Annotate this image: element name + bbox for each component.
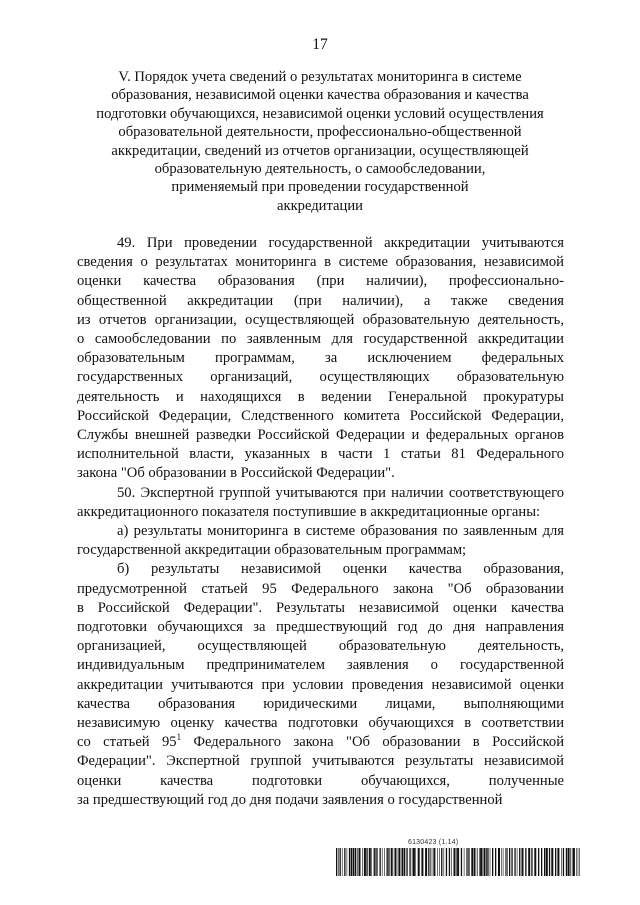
barcode-bar — [531, 848, 532, 876]
text-line: за предшествующий год до дня подачи заявления о государственной — [77, 791, 503, 808]
document-stamp-code: 6130423 (1.14) — [408, 839, 459, 846]
barcode-bar — [514, 848, 515, 876]
heading-line: аккредитации, сведений из отчетов организации, осуществляющей — [111, 142, 529, 159]
barcode-bar — [522, 848, 524, 876]
text-line: Российской Федерации, Следственного комитета Российской Федерации, — [77, 407, 564, 424]
barcode-bar — [359, 848, 361, 876]
barcode-bar — [555, 848, 556, 876]
barcode-bar — [397, 848, 398, 876]
barcode-bar — [444, 848, 445, 876]
barcode-bar — [402, 848, 404, 876]
text-line: сведения о результатах мониторинга в системе образования, независимой — [77, 254, 564, 271]
heading-line: V. Порядок учета сведений о результатах мониторинга в системе — [118, 69, 522, 85]
barcode-bar — [439, 848, 440, 876]
barcode-bar — [366, 848, 367, 876]
text-line: аккредитации учитываются при условии проведения независимой оценки — [77, 676, 564, 693]
text-line: оценки качества подготовки обучающихся, полученные — [77, 772, 564, 789]
text-line: из отчетов организации, осуществляющей образовательную деятельность, — [77, 311, 564, 328]
barcode-bar — [371, 848, 372, 876]
barcode-bar — [409, 848, 410, 876]
barcode-bar — [477, 848, 478, 876]
barcode-bar — [362, 848, 363, 876]
paragraph — [77, 522, 564, 560]
barcode-bar — [425, 848, 427, 876]
text-line: о самообследовании по заявленным для государственной аккредитации — [77, 331, 564, 348]
barcode-bar — [384, 848, 385, 876]
text-line: деятельность и находящихся в ведении Генеральной прокуратуры — [77, 388, 564, 405]
barcode-bar — [342, 848, 343, 876]
barcode-bar — [483, 848, 484, 876]
text-line: подготовки обучающихся за предшествующий год до дня направления — [77, 619, 564, 636]
text-line: общественной аккредитации (при наличии), а также сведения — [77, 292, 564, 309]
text-line: 50. Экспертной группой учитываются при наличии соответствующего — [117, 484, 564, 501]
barcode-bar — [551, 848, 553, 876]
barcode-bar — [432, 848, 433, 876]
barcode-bar — [549, 848, 550, 876]
barcode-bar — [398, 848, 400, 876]
barcode-bar — [338, 848, 339, 876]
paragraph — [77, 484, 564, 522]
barcode-bar — [406, 848, 407, 876]
barcode-bar — [511, 848, 512, 876]
barcode-bar — [505, 848, 506, 876]
barcode-bar — [375, 848, 376, 876]
barcode-bar — [464, 848, 465, 876]
barcode-bar — [487, 848, 488, 876]
barcode-bar — [461, 848, 462, 876]
barcode-bar — [347, 848, 348, 876]
barcode-bar — [484, 848, 485, 876]
barcode-bar — [437, 848, 438, 876]
barcode-bar — [394, 848, 395, 876]
barcode-bar — [369, 848, 371, 876]
barcode-bar — [357, 848, 358, 876]
barcode-bar — [349, 848, 350, 876]
barcode-bar — [364, 848, 366, 876]
barcode-bar — [468, 848, 469, 876]
text-line: 49. При проведении государственной аккредитации учитываются — [117, 235, 564, 251]
barcode-bar — [344, 848, 345, 876]
barcode-bar — [456, 848, 457, 876]
text-line: в Российской Федерации". Результаты независимой оценки качества — [77, 599, 564, 616]
text-line: закона "Об образовании в Российской Федерации". — [77, 465, 395, 482]
section-heading — [70, 68, 570, 215]
barcode-bar — [441, 848, 442, 876]
barcode-bar — [395, 848, 396, 876]
barcode-bar — [544, 848, 545, 876]
barcode-bar — [433, 848, 435, 876]
paragraph — [77, 234, 564, 484]
barcode-bar — [578, 848, 579, 876]
text-line: организацией, осуществляющей образовательную деятельность, — [77, 638, 564, 655]
text-line: Федерации". Экспертной группой учитываются результаты независимой — [77, 753, 564, 770]
heading-line: подготовки обучающихся, независимой оценки условий осуществления — [96, 105, 544, 122]
barcode-bar — [446, 848, 447, 876]
barcode-bar — [546, 848, 548, 876]
barcode-bar — [534, 848, 536, 876]
text-line: а) результаты мониторинга в системе образования по заявленным для — [117, 523, 564, 540]
barcode-bar — [507, 848, 508, 876]
barcode-bar — [479, 848, 480, 876]
barcode-bar — [421, 848, 423, 876]
barcode-bar — [572, 848, 573, 876]
barcode-bar — [451, 848, 452, 876]
text-line: б) результаты независимой оценки качества образования, — [117, 561, 564, 578]
barcode-bar — [471, 848, 473, 876]
text-line: независимую оценку качества подготовки обучающихся в соответствии — [77, 715, 564, 732]
barcode-bar — [573, 848, 575, 876]
barcode-bar — [404, 848, 405, 876]
barcode-bar — [486, 848, 487, 876]
text-line: со статьей $95^1$ Федерального закона "Об образовании в Российской — [77, 733, 564, 751]
barcode-bar — [498, 848, 500, 876]
page-number: 17 — [312, 36, 328, 53]
barcode-bar — [391, 848, 393, 876]
barcode-bar — [430, 848, 431, 876]
barcode-bar — [506, 848, 507, 876]
barcode-bar — [492, 848, 493, 876]
barcode-bar — [387, 848, 388, 876]
barcode-bar — [563, 848, 564, 876]
barcode-bar — [377, 848, 378, 876]
text-line: государственной аккредитации образовательным программам; — [77, 542, 467, 559]
barcode-bar — [467, 848, 468, 876]
barcode-bar — [538, 848, 539, 876]
barcode-bar — [415, 848, 416, 876]
text-line: государственных организаций, осуществляющих образовательную — [77, 369, 564, 386]
barcode-bar — [336, 848, 337, 876]
text-line: аккредитационного показателя поступившие в аккредитационные органы: — [77, 503, 541, 520]
barcode-bar — [382, 848, 383, 876]
barcode-bar — [561, 848, 562, 876]
barcode-bar — [557, 848, 559, 876]
barcode-bar — [449, 848, 450, 876]
text-line: образовательным программам, за исключением федеральных — [77, 350, 564, 367]
barcode-bar — [490, 848, 491, 876]
barcode-bar — [568, 848, 570, 876]
barcode-bar — [525, 848, 526, 876]
barcode-bar — [388, 848, 389, 876]
barcode-bar — [476, 848, 477, 876]
barcode-bar — [519, 848, 520, 876]
barcode-bar — [566, 848, 567, 876]
barcode-bar — [528, 848, 530, 876]
text-line: оценки качества образования (при наличии), профессионально- — [77, 273, 564, 290]
barcode-bar — [576, 848, 577, 876]
paragraph — [77, 560, 564, 810]
heading-line: образовательную деятельность, о самообследовании, — [154, 161, 486, 178]
barcode-bar — [428, 848, 429, 876]
barcode-bar — [541, 848, 542, 876]
barcode-bar — [570, 848, 571, 876]
document-body — [77, 234, 564, 810]
barcode-bar — [457, 848, 459, 876]
text-line: исполнительной власти, указанных в части 1 статьи 81 Федерального — [77, 446, 564, 463]
heading-line: образовательной деятельности, профессионально-общественной — [118, 124, 522, 141]
barcode-bar — [351, 848, 352, 876]
barcode-bar — [501, 848, 502, 876]
barcode-bar — [353, 848, 355, 876]
barcode-bar — [413, 848, 415, 876]
barcode-bar — [480, 848, 482, 876]
heading-line: аккредитации — [277, 197, 363, 214]
barcode-bar — [495, 848, 496, 876]
barcode-bar — [517, 848, 518, 876]
barcode-icon — [336, 848, 580, 876]
barcode-bar — [340, 848, 341, 876]
heading-line: образования, независимой оценки качества образования и качества — [111, 87, 529, 104]
text-line: индивидуальным предпринимателем заявления о государственной — [77, 657, 564, 674]
barcode-bar — [355, 848, 356, 876]
barcode-bar — [466, 848, 467, 876]
barcode-bar — [374, 848, 375, 876]
barcode-bar — [454, 848, 456, 876]
text-line: Службы внешней разведки Российской Федерации и федеральных органов — [77, 427, 564, 444]
barcode-bar — [380, 848, 381, 876]
barcode-bar — [503, 848, 504, 876]
footnote-superscript: 1 — [176, 733, 182, 743]
heading-line: применяемый при проведении государственной — [171, 179, 469, 196]
text-line: предусмотренной статьей 95 Федерального закона "Об образовании — [77, 580, 564, 597]
text-line: качества образования юридическими лицами, выполняющими — [77, 695, 564, 712]
barcode-bar — [474, 848, 475, 876]
barcode-bar — [579, 848, 580, 876]
barcode-bar — [509, 848, 510, 876]
barcode-bar — [412, 848, 413, 876]
barcode-bar — [418, 848, 420, 876]
